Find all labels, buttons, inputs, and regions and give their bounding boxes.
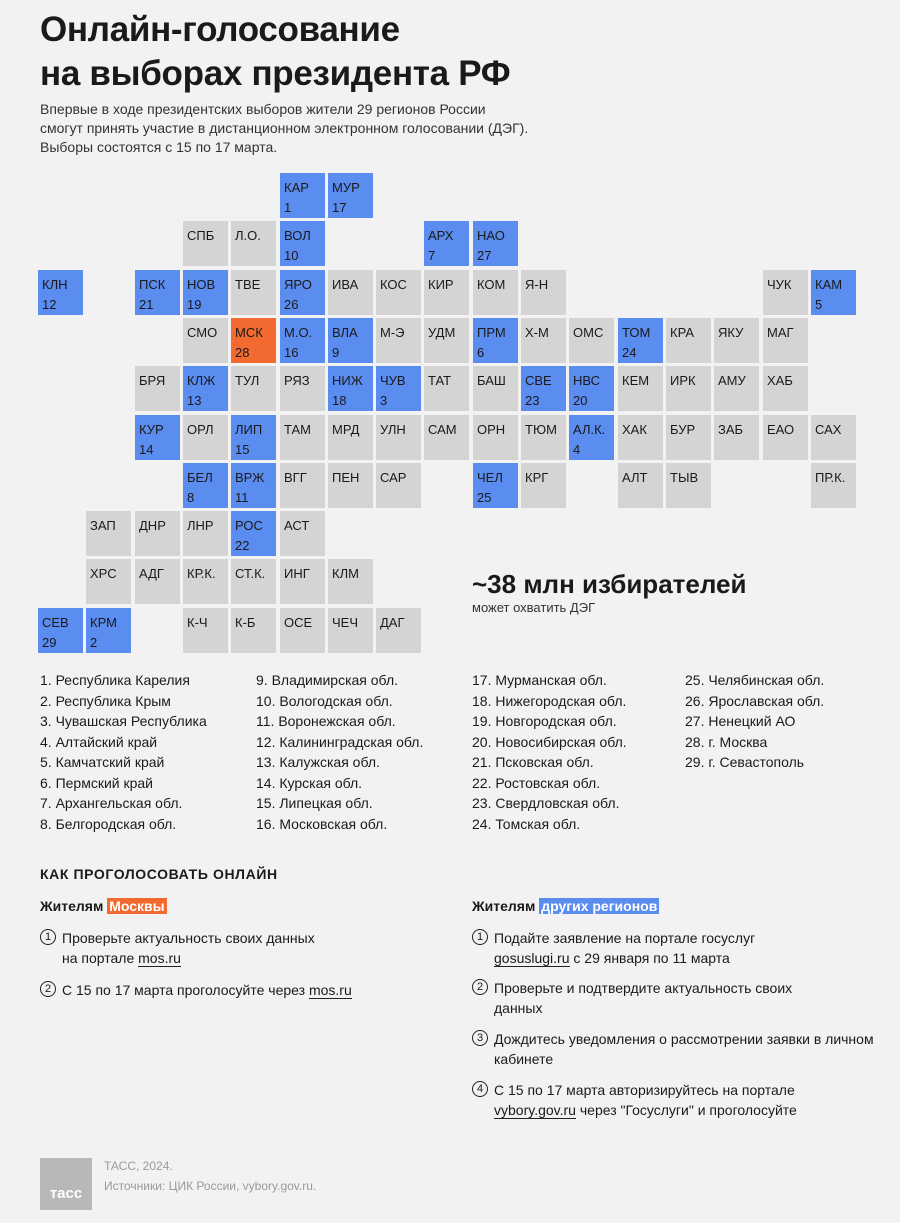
region-tile-смо — [183, 318, 228, 363]
region-code: ВЛА — [332, 325, 358, 340]
legend-item: 9. Владимирская обл. — [256, 672, 399, 688]
legend-item: 3. Чувашская Республика — [40, 713, 207, 729]
region-code: КУР — [139, 422, 164, 437]
region-tile-кра — [666, 318, 711, 363]
region-number: 8 — [187, 490, 195, 505]
region-code: ХАК — [622, 422, 647, 437]
region-number: 24 — [622, 345, 637, 360]
region-code: АДГ — [139, 566, 164, 581]
region-code: ДНР — [139, 518, 166, 533]
region-code: БРЯ — [139, 373, 166, 388]
region-tile-тул — [231, 366, 276, 411]
region-code: ВОЛ — [284, 228, 311, 243]
region-code: М.О. — [284, 325, 313, 340]
region-tile-инг — [280, 559, 325, 604]
moscow-prefix: Жителям — [40, 898, 108, 914]
region-code: ХРС — [90, 566, 117, 581]
region-tile-я-н — [521, 270, 566, 315]
region-tile-чув — [376, 366, 421, 411]
region-tile-чеч — [328, 608, 373, 653]
region-tile-врж — [231, 463, 276, 508]
other-highlight: других регионов — [541, 898, 658, 914]
footer-credits — [104, 1156, 316, 1196]
region-tile-бур — [666, 415, 711, 460]
region-code: УЛН — [380, 422, 406, 437]
legend-item: 24. Томская обл. — [472, 815, 581, 832]
region-tile-яро — [280, 270, 325, 315]
region-code: ОМС — [573, 325, 604, 340]
region-code: ВГГ — [284, 470, 307, 485]
legend-item: 10. Вологодская обл. — [256, 692, 393, 709]
other-step-4 — [472, 1080, 882, 1120]
region-code: М-Э — [380, 325, 405, 340]
region-code: НАО — [477, 228, 505, 243]
region-code: СМО — [187, 325, 218, 340]
region-code: КЛЖ — [187, 373, 216, 388]
region-tile-чел — [473, 463, 518, 508]
region-tile-бря — [135, 366, 180, 411]
region-code: ТАМ — [284, 422, 312, 437]
region-tile-ал.к. — [569, 415, 614, 460]
step-number: 2 — [472, 979, 488, 995]
moscow-step-1 — [40, 928, 430, 968]
region-code: РЯЗ — [284, 373, 310, 388]
step-text: Дождитесь уведомления о рассмотрении заявки в личном кабинете — [494, 1031, 874, 1067]
region-code: КЕМ — [622, 373, 650, 388]
region-tile-вла — [328, 318, 373, 363]
region-tile-спб — [183, 221, 228, 266]
region-number: 3 — [380, 393, 388, 408]
region-code: ЛИП — [235, 422, 263, 437]
region-number: 23 — [525, 393, 540, 408]
region-code: ХАБ — [767, 373, 793, 388]
region-code: КОМ — [477, 277, 506, 292]
region-code: ЧУВ — [380, 373, 406, 388]
region-code: ОРН — [477, 422, 506, 437]
legend-item: 21. Псковская обл. — [472, 754, 594, 770]
region-code: ЯРО — [284, 277, 312, 292]
region-tile-мск — [231, 318, 276, 363]
region-code: ОРЛ — [187, 422, 214, 437]
region-tile-клм — [328, 559, 373, 604]
moscow-highlight: Москвы — [109, 898, 165, 914]
region-number: 27 — [477, 248, 492, 263]
other-step-3 — [472, 1029, 874, 1069]
region-code: ВРЖ — [235, 470, 265, 485]
legend-item: 16. Московская обл. — [256, 815, 388, 832]
region-tile-аст — [280, 511, 325, 556]
region-number: 26 — [284, 297, 299, 312]
region-tile-ком — [473, 270, 518, 315]
region-tile-тюм — [521, 415, 566, 460]
legend-item: 11. Воронежская обл. — [256, 713, 396, 729]
moscow-step-2 — [40, 980, 430, 1000]
region-tile-алт — [618, 463, 663, 508]
region-code: ЧЕЛ — [477, 470, 503, 485]
step-number: 1 — [472, 929, 488, 945]
title-line-2: на выборах президента РФ — [40, 54, 511, 93]
region-code: РОС — [235, 518, 263, 533]
region-code: ТЫВ — [670, 470, 699, 485]
region-tile-тат — [424, 366, 469, 411]
voter-count: ~38 млн избирателей — [472, 569, 747, 599]
region-tile-днр — [135, 511, 180, 556]
region-code: СПБ — [187, 228, 215, 243]
region-number: 5 — [815, 297, 823, 312]
region-number: 18 — [332, 393, 347, 408]
mos-ru-link[interactable]: mos.ru — [308, 982, 352, 998]
region-tile-том — [618, 318, 663, 363]
region-code: ЕАО — [767, 422, 795, 437]
region-code: ОСЕ — [284, 615, 313, 630]
legend-item: 18. Нижегородская обл. — [472, 692, 627, 709]
region-number: 28 — [235, 345, 250, 360]
subtitle-line-1: Впервые в ходе президентских выборов жители 29 регионов России — [40, 101, 486, 117]
region-code: САМ — [428, 422, 457, 437]
region-code: МРД — [332, 422, 360, 437]
legend-item: 26. Ярославская обл. — [685, 692, 825, 709]
region-tile-кам — [811, 270, 856, 315]
legend-column — [256, 670, 423, 834]
region-code: ДАГ — [380, 615, 405, 630]
region-code: ИВА — [332, 277, 359, 292]
region-tile-м.о. — [280, 318, 325, 363]
region-tile-кир — [424, 270, 469, 315]
region-tile-к-б — [231, 608, 276, 653]
region-number: 22 — [235, 538, 250, 553]
region-number: 21 — [139, 297, 154, 312]
region-code: МСК — [235, 325, 263, 340]
region-code: ЯКУ — [718, 325, 744, 340]
region-code: ПР.К. — [815, 470, 846, 485]
region-tile-удм — [424, 318, 469, 363]
region-tile-тве — [231, 270, 276, 315]
region-tile-хрс — [86, 559, 131, 604]
region-tile-сар — [376, 463, 421, 508]
region-tile-даг — [376, 608, 421, 653]
region-number: 15 — [235, 442, 250, 457]
region-tile-кур — [135, 415, 180, 460]
legend-item: 29. г. Севастополь — [685, 754, 805, 770]
legend-item: 17. Мурманская обл. — [472, 672, 607, 688]
region-number: 17 — [332, 200, 347, 215]
region-tile-крм — [86, 608, 131, 653]
region-number: 12 — [42, 297, 57, 312]
step-number: 4 — [472, 1081, 488, 1097]
region-tile-кар — [280, 173, 325, 218]
region-code: СЕВ — [42, 615, 69, 630]
voter-stat — [472, 568, 746, 616]
region-number: 2 — [90, 635, 98, 650]
legend-item: 22. Ростовская обл. — [472, 774, 601, 791]
region-tile-хак — [618, 415, 663, 460]
region-code: АМУ — [718, 373, 746, 388]
region-tile-осе — [280, 608, 325, 653]
region-code: ТВЕ — [235, 277, 261, 292]
step-number: 1 — [40, 929, 56, 945]
region-number: 6 — [477, 345, 485, 360]
other-prefix: Жителям — [472, 898, 540, 914]
region-number: 4 — [573, 442, 581, 457]
region-tile-баш — [473, 366, 518, 411]
region-tile-мур — [328, 173, 373, 218]
other-regions-section-title — [472, 898, 659, 914]
region-code: НОВ — [187, 277, 216, 292]
region-code: БЕЛ — [187, 470, 213, 485]
region-code: НИЖ — [332, 373, 363, 388]
legend-item: 5. Камчатский край — [40, 754, 165, 770]
gosuslugi-link[interactable]: gosuslugi.ru — [494, 950, 570, 966]
region-tile-кос — [376, 270, 421, 315]
region-tile-еао — [763, 415, 808, 460]
legend-item: 28. г. Москва — [685, 733, 768, 750]
legend-column — [472, 670, 627, 834]
region-code: СТ.К. — [235, 566, 266, 581]
region-code: ЧЕЧ — [332, 615, 358, 630]
region-code: К-Ч — [187, 615, 208, 630]
region-tile-пск — [135, 270, 180, 315]
region-tile-х-м — [521, 318, 566, 363]
region-tile-омс — [569, 318, 614, 363]
region-tile-заб — [714, 415, 759, 460]
region-code: КИР — [428, 277, 454, 292]
title-line-1: Онлайн-голосование — [40, 10, 400, 49]
legend-item: 14. Курская обл. — [256, 774, 363, 791]
legend-column — [40, 670, 207, 834]
legend-item: 1. Республика Карелия — [40, 672, 190, 688]
region-tile-кем — [618, 366, 663, 411]
legend-item: 2. Республика Крым — [40, 692, 171, 709]
region-code: МАГ — [767, 325, 794, 340]
legend-item: 15. Липецкая обл. — [256, 795, 373, 811]
region-tile-орн — [473, 415, 518, 460]
region-tile-клн — [38, 270, 83, 315]
region-tile-чук — [763, 270, 808, 315]
region-code: АЛТ — [622, 470, 648, 485]
region-code: БАШ — [477, 373, 506, 388]
footer-copyright: ТАСС, 2024. — [104, 1159, 173, 1173]
region-code: ЧУК — [767, 277, 792, 292]
legend-item: 19. Новгородская обл. — [472, 713, 617, 729]
step-text: через "Госуслуги" и проголосуйте — [575, 1102, 797, 1118]
region-number: 10 — [284, 248, 299, 263]
region-tile-пр.к. — [811, 463, 856, 508]
region-tile-улн — [376, 415, 421, 460]
legend-item: 27. Ненецкий АО — [685, 713, 796, 729]
other-step-2 — [472, 978, 862, 1018]
legend-item: 8. Белгородская обл. — [40, 815, 177, 832]
footer-sources: Источники: ЦИК России, vybory.gov.ru. — [104, 1179, 317, 1193]
region-code: БУР — [670, 422, 696, 437]
subtitle-line-2: смогут принять участие в дистанционном электронном голосовании (ДЭГ). — [40, 120, 529, 136]
region-tile-л.о. — [231, 221, 276, 266]
region-tile-сах — [811, 415, 856, 460]
legend-item: 20. Новосибирская обл. — [472, 733, 627, 750]
region-code: МУР — [332, 180, 360, 195]
subtitle-line-3: Выборы состоятся с 15 по 17 марта. — [40, 139, 278, 155]
step-text: Проверьте и подтвердите актуальность своих данных — [494, 980, 793, 1016]
step-text: на портале — [62, 950, 139, 966]
region-code: ТЮМ — [525, 422, 557, 437]
region-tile-арх — [424, 221, 469, 266]
region-code: КАМ — [815, 277, 843, 292]
region-number: 9 — [332, 345, 340, 360]
region-code: КРА — [670, 325, 695, 340]
moscow-section-title — [40, 898, 167, 914]
region-number: 14 — [139, 442, 154, 457]
region-code: СВЕ — [525, 373, 552, 388]
region-tile-м-э — [376, 318, 421, 363]
region-code: КЛН — [42, 277, 68, 292]
region-code: ПРМ — [477, 325, 506, 340]
region-number: 20 — [573, 393, 588, 408]
region-code: КАР — [284, 180, 309, 195]
region-code: ПЕН — [332, 470, 360, 485]
region-tile-крг — [521, 463, 566, 508]
legend-item: 23. Свердловская обл. — [472, 795, 620, 811]
region-tile-сев — [38, 608, 83, 653]
step-number: 2 — [40, 981, 56, 997]
region-tile-ива — [328, 270, 373, 315]
region-tile-сам — [424, 415, 469, 460]
region-code: ИРК — [670, 373, 696, 388]
region-tile-адг — [135, 559, 180, 604]
region-tile-вгг — [280, 463, 325, 508]
region-code: НВС — [573, 373, 601, 388]
region-number: 7 — [428, 248, 436, 263]
step-text: с 29 января по 11 марта — [569, 950, 730, 966]
region-code: ТОМ — [622, 325, 651, 340]
legend-column — [685, 670, 824, 773]
region-tile-прм — [473, 318, 518, 363]
legend-item: 13. Калужская обл. — [256, 754, 380, 770]
region-tile-нов — [183, 270, 228, 315]
region-tile-лнр — [183, 511, 228, 556]
region-tile-там — [280, 415, 325, 460]
mos-ru-link[interactable]: mos.ru — [138, 950, 181, 966]
region-tile-тыв — [666, 463, 711, 508]
region-tile-пен — [328, 463, 373, 508]
region-tile-яку — [714, 318, 759, 363]
region-tile-нвс — [569, 366, 614, 411]
region-tile-орл — [183, 415, 228, 460]
step-text: Подайте заявление на портале госуслуг — [494, 930, 756, 946]
region-code: КРМ — [90, 615, 117, 630]
region-code: КОС — [380, 277, 407, 292]
region-tile-нао — [473, 221, 518, 266]
region-tile-ниж — [328, 366, 373, 411]
vybory-link[interactable]: vybory.gov.ru — [494, 1102, 576, 1118]
region-code: САХ — [815, 422, 842, 437]
region-code: ТАТ — [428, 373, 452, 388]
region-tile-кр.к. — [183, 559, 228, 604]
region-tile-вол — [280, 221, 325, 266]
region-tile-зап — [86, 511, 131, 556]
voter-count-caption: может охватить ДЭГ — [472, 600, 596, 615]
legend-item: 6. Пермский край — [40, 774, 153, 791]
region-code: АЛ.К. — [573, 422, 606, 437]
region-code: УДМ — [428, 325, 456, 340]
region-tile-мрд — [328, 415, 373, 460]
region-tile-ряз — [280, 366, 325, 411]
region-code: КЛМ — [332, 566, 359, 581]
region-tile-клж — [183, 366, 228, 411]
region-number: 19 — [187, 297, 202, 312]
region-code: К-Б — [235, 615, 256, 630]
region-tile-к-ч — [183, 608, 228, 653]
region-tile-све — [521, 366, 566, 411]
region-number: 25 — [477, 490, 492, 505]
region-code: Л.О. — [235, 228, 261, 243]
region-tile-ст.к. — [231, 559, 276, 604]
step-text: Проверьте актуальность своих данных — [62, 930, 315, 946]
region-tile-маг — [763, 318, 808, 363]
region-code: ПСК — [139, 277, 166, 292]
region-tile-лип — [231, 415, 276, 460]
region-tile-рос — [231, 511, 276, 556]
other-step-1 — [472, 928, 862, 968]
region-code: ЛНР — [187, 518, 214, 533]
region-tile-аму — [714, 366, 759, 411]
region-code: КРГ — [525, 470, 549, 485]
region-code: ИНГ — [284, 566, 310, 581]
region-tile-хаб — [763, 366, 808, 411]
region-code: АРХ — [428, 228, 454, 243]
region-code: САР — [380, 470, 407, 485]
region-number: 29 — [42, 635, 57, 650]
region-code: ЗАП — [90, 518, 116, 533]
how-to-vote-heading: КАК ПРОГОЛОСОВАТЬ ОНЛАЙН — [40, 866, 278, 882]
region-tile-бел — [183, 463, 228, 508]
region-code: Я-Н — [525, 277, 549, 292]
region-number: 13 — [187, 393, 202, 408]
region-number: 11 — [235, 490, 249, 505]
step-text: С 15 по 17 марта проголосуйте через — [62, 982, 309, 998]
region-code: АСТ — [284, 518, 310, 533]
step-number: 3 — [472, 1030, 488, 1046]
region-tile-ирк — [666, 366, 711, 411]
legend-item: 4. Алтайский край — [40, 733, 158, 750]
region-code: КР.К. — [187, 566, 216, 581]
legend-item: 12. Калининградская обл. — [256, 733, 424, 750]
region-code: Х-М — [525, 325, 549, 340]
region-number: 1 — [284, 200, 292, 215]
region-code: ТУЛ — [235, 373, 260, 388]
legend-item: 25. Челябинская обл. — [685, 672, 825, 688]
region-code: ЗАБ — [718, 422, 744, 437]
region-number: 16 — [284, 345, 299, 360]
tass-logo: тасс — [40, 1158, 92, 1210]
legend-item: 7. Архангельская обл. — [40, 795, 183, 811]
step-text: С 15 по 17 марта авторизируйтесь на портале — [494, 1082, 795, 1098]
